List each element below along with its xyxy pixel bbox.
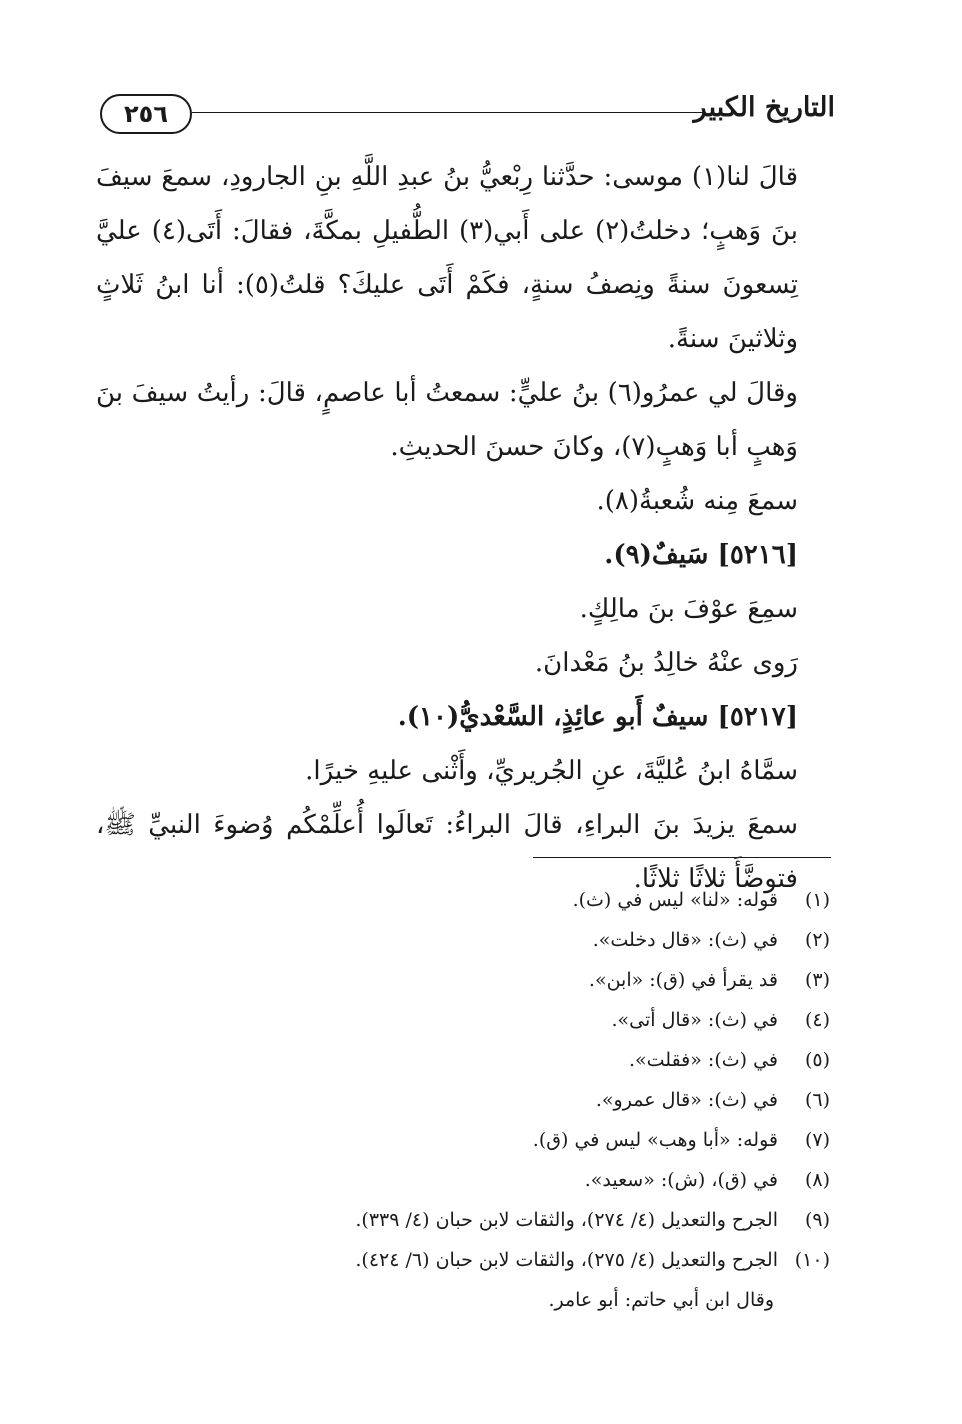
footnote-text: قوله: «أبا وهب» ليس في (ق). [532,1129,778,1151]
footnote-number: (١٠) [794,1249,830,1271]
footnote-item [96,880,830,920]
footnote-text: الجرح والتعديل (٤/ ٢٧٤)، والثقات لابن حبان (٤/ ٣٣٩). [355,1209,778,1231]
footnote-number: (٤) [804,1009,830,1031]
entry-heading-5217: [٥٢١٧] سيفٌ أَبو عائِذٍ، السَّعْديُّ(١٠). [397,702,798,732]
paragraph-2: وقالَ لي عمرُو(٦) بنُ عليٍّ: سمعتُ أبا عاصمٍ، قالَ: رأيتُ سيفَ بنَ وَهبٍ أبا وَهبٍ(٧)، وكانَ حسنَ الحديثِ. [96,378,798,462]
footnote-item [96,1080,830,1120]
main-text [96,150,836,906]
footnote-text: في (ث): «قال دخلت». [592,929,778,951]
header-rule [192,112,705,113]
paragraph-5: رَوى عنْهُ خالِدُ بنُ مَعْدانَ. [534,648,798,678]
footnote-item [96,920,830,960]
paragraph-1: قالَ لنا(١) موسى: حدَّثنا رِبْعيُّ بنُ عبدِ اللَّهِ بنِ الجارودِ، سمعَ سيفَ بنَ وَهبٍ؛ دخلتُ(٢) على أَبي(٣) الطُّفيلِ بمكَّةَ، فقالَ: أَتَى(٤) عليَّ تِسعونَ سنةً ونِصفُ سنةٍ، فكَمْ أَتَى عليكَ؟ قلتُ(٥): أنا ابنُ ثَلاثٍ وثلاثينَ سنةً. [96,162,799,354]
footnote-item [96,1240,830,1280]
entry-heading-5216: [٥٢١٦] سَيفٌ(٩). [604,540,798,570]
paragraph-4: سمِعَ عوْفَ بنَ مالِكٍ. [579,594,798,624]
footnotes [96,880,830,1320]
footnote-text: قد يقرأ في (ق): «ابن». [588,969,778,991]
footnote-number: (٢) [804,929,830,951]
footnote-number: (٩) [804,1209,830,1231]
page-number: ٢٥٦ [100,94,192,134]
footnote-number: (٣) [804,969,830,991]
footnote-text: في (ث): «فقلت». [628,1049,778,1071]
footnote-continuation: وقال ابن أبي حاتم: أبو عامر. [548,1289,774,1311]
paragraph-7: سمعَ يزيدَ بنَ البراءِ، قالَ البراءُ: تَعالَوا أُعلِّمْكُم وُضوءَ النبيِّ ﷺ، فتوضَّأَ ثلاثًا ثلاثًا. [96,810,798,894]
footnote-item [96,1000,830,1040]
footnote-number: (٦) [804,1089,830,1111]
page-header [100,92,835,136]
footnote-item [96,1040,830,1080]
book-title: التاريخ الكبير [693,92,835,123]
footnote-text: قوله: «لنا» ليس في (ث). [572,889,778,911]
footnote-text: الجرح والتعديل (٤/ ٢٧٥)، والثقات لابن حبان (٦/ ٤٢٤). [355,1249,778,1271]
paragraph-3: سمعَ مِنه شُعبةُ(٨). [596,486,798,516]
footnote-text: في (ث): «قال أتى». [611,1009,778,1031]
footnote-item [96,1120,830,1160]
footnote-number: (١) [804,889,830,911]
footnote-number: (٨) [804,1169,830,1191]
footnote-number: (٧) [804,1129,830,1151]
footnote-item [96,1160,830,1200]
footnote-number: (٥) [804,1049,830,1071]
footnote-item [96,1200,830,1240]
paragraph-6: سمَّاهُ ابنُ عُليَّةَ، عنِ الجُريريِّ، وأَثْنى عليهِ خيرًا. [305,756,798,786]
footnote-item [96,960,830,1000]
footnote-text: في (ث): «قال عمرو». [595,1089,778,1111]
footnote-separator [533,857,831,858]
footnote-text: في (ق)، (ش): «سعيد». [584,1169,778,1191]
